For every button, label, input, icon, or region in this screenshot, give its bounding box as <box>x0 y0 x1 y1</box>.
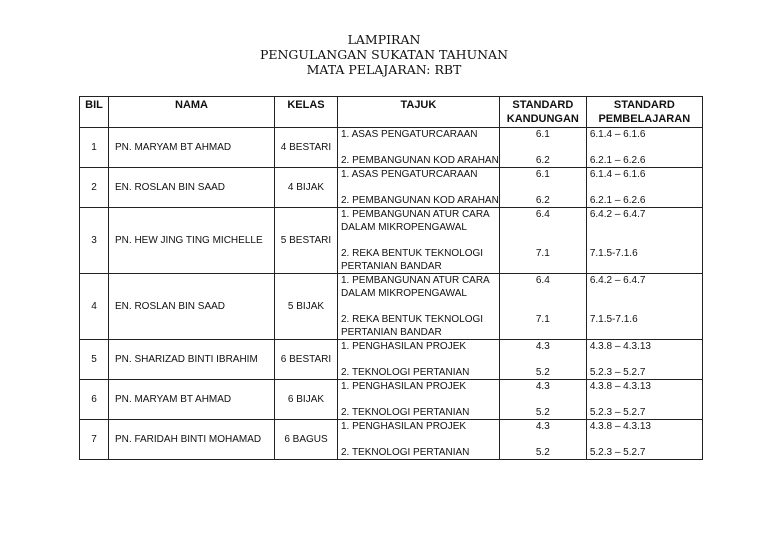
topic-line: 1. PEMBANGUNAN ATUR CARA <box>341 275 490 286</box>
topic-line <box>338 181 499 194</box>
learning-standard-line <box>587 181 702 194</box>
syllabus-table <box>79 96 703 460</box>
learning-standard-cell <box>586 380 702 420</box>
content-standard-line <box>500 141 586 154</box>
learning-standard-line: 7.1.5-7.1.6 <box>589 314 638 325</box>
table-row <box>80 340 703 380</box>
class-name: 5 BESTARI <box>275 208 338 274</box>
topic-cell <box>338 274 500 340</box>
table-row <box>80 380 703 420</box>
learning-standard-line: 6.4.2 – 6.4.7 <box>589 275 646 286</box>
topic-line <box>338 300 499 313</box>
topic-cell <box>338 128 500 168</box>
topic-line: 1. PENGHASILAN PROJEK <box>341 381 467 392</box>
content-standard-cell <box>499 208 586 274</box>
teacher-name: PN. FARIDAH BINTI MOHAMAD <box>109 420 275 460</box>
table-row <box>80 128 703 168</box>
learning-standard-line: 7.1.5-7.1.6 <box>589 248 638 259</box>
learning-standard-line: 6.2.1 – 6.2.6 <box>589 155 646 166</box>
content-standard-cell <box>499 274 586 340</box>
content-standard-line <box>500 326 586 339</box>
content-standard-line <box>500 234 586 247</box>
learning-standard-cell <box>586 168 702 208</box>
topic-line: PERTANIAN BANDAR <box>341 327 442 338</box>
row-number: 1 <box>80 128 109 168</box>
content-standard-line: 5.2 <box>535 367 550 378</box>
table-header-row <box>80 97 703 128</box>
row-number: 6 <box>80 380 109 420</box>
learning-standard-line <box>587 234 702 247</box>
column-header-bil: BIL <box>80 97 109 128</box>
document-title: LAMPIRAN <box>347 32 421 47</box>
class-name: 5 BIJAK <box>275 274 338 340</box>
learning-standard-line: 5.2.3 – 5.2.7 <box>589 367 646 378</box>
learning-standard-line: 6.2.1 – 6.2.6 <box>589 195 646 206</box>
learning-standard-line <box>587 141 702 154</box>
class-name: 6 BESTARI <box>275 340 338 380</box>
topic-line: DALAM MIKROPENGAWAL <box>341 288 467 299</box>
content-standard-line: 7.1 <box>535 314 550 325</box>
learning-standard-line: 6.4.2 – 6.4.7 <box>589 209 646 220</box>
content-standard-line <box>500 433 586 446</box>
content-standard-line: 6.2 <box>535 155 550 166</box>
class-name: 6 BAGUS <box>275 420 338 460</box>
learning-standard-line <box>587 326 702 339</box>
topic-line <box>338 234 499 247</box>
learning-standard-line <box>587 260 702 273</box>
content-standard-line: 7.1 <box>535 248 550 259</box>
content-standard-line <box>500 260 586 273</box>
learning-standard-line <box>587 353 702 366</box>
content-standard-cell <box>499 340 586 380</box>
topic-line: 2. TEKNOLOGI PERTANIAN <box>341 367 470 378</box>
topic-line <box>338 393 499 406</box>
column-header-tajuk: TAJUK <box>338 97 500 128</box>
topic-line: 1. PENGHASILAN PROJEK <box>341 421 467 432</box>
topic-line <box>338 141 499 154</box>
column-header-nama: NAMA <box>109 97 275 128</box>
learning-standard-line <box>587 393 702 406</box>
learning-standard-cell <box>586 208 702 274</box>
content-standard-line: 6.1 <box>535 129 550 140</box>
content-standard-cell <box>499 168 586 208</box>
content-standard-line: 4.3 <box>535 381 550 392</box>
teacher-name: EN. ROSLAN BIN SAAD <box>109 168 275 208</box>
learning-standard-cell <box>586 420 702 460</box>
row-number: 5 <box>80 340 109 380</box>
table-body <box>80 128 703 460</box>
content-standard-line <box>500 287 586 300</box>
topic-line: 2. TEKNOLOGI PERTANIAN <box>341 407 470 418</box>
learning-standard-line <box>587 221 702 234</box>
topic-line: 2. REKA BENTUK TEKNOLOGI <box>341 314 484 325</box>
topic-line: 1. ASAS PENGATURCARAAN <box>341 129 478 140</box>
learning-standard-line: 4.3.8 – 4.3.13 <box>589 381 651 392</box>
teacher-name: PN. SHARIZAD BINTI IBRAHIM <box>109 340 275 380</box>
topic-line: 1. PEMBANGUNAN ATUR CARA <box>341 209 490 220</box>
content-standard-line: 6.1 <box>535 169 550 180</box>
teacher-name: EN. ROSLAN BIN SAAD <box>109 274 275 340</box>
class-name: 4 BESTARI <box>275 128 338 168</box>
row-number: 7 <box>80 420 109 460</box>
topic-line <box>338 353 499 366</box>
topic-line: 2. PEMBANGUNAN KOD ARAHAN <box>341 155 499 166</box>
topic-cell <box>338 208 500 274</box>
content-standard-line <box>500 393 586 406</box>
row-number: 4 <box>80 274 109 340</box>
subject-line: MATA PELAJARAN: RBT <box>306 62 462 77</box>
content-standard-line: 6.4 <box>535 275 550 286</box>
content-standard-line: 4.3 <box>535 421 550 432</box>
learning-standard-line: 4.3.8 – 4.3.13 <box>589 421 651 432</box>
table-row <box>80 420 703 460</box>
content-standard-line: 6.4 <box>535 209 550 220</box>
row-number: 2 <box>80 168 109 208</box>
content-standard-cell <box>499 380 586 420</box>
content-standard-cell <box>499 420 586 460</box>
topic-line: 1. ASAS PENGATURCARAAN <box>341 169 478 180</box>
topic-cell <box>338 168 500 208</box>
class-name: 6 BIJAK <box>275 380 338 420</box>
topic-line: DALAM MIKROPENGAWAL <box>341 222 467 233</box>
table-row <box>80 168 703 208</box>
teacher-name: PN. HEW JING TING MICHELLE <box>109 208 275 274</box>
topic-cell <box>338 380 500 420</box>
learning-standard-line: 5.2.3 – 5.2.7 <box>589 447 646 458</box>
content-standard-line: 6.2 <box>535 195 550 206</box>
content-standard-line <box>500 221 586 234</box>
table-row <box>80 274 703 340</box>
learning-standard-line: 6.1.4 – 6.1.6 <box>589 169 646 180</box>
learning-standard-line <box>587 287 702 300</box>
learning-standard-line: 6.1.4 – 6.1.6 <box>589 129 646 140</box>
document-subtitle: PENGULANGAN SUKATAN TAHUNAN <box>259 47 509 62</box>
learning-standard-line: 4.3.8 – 4.3.13 <box>589 341 651 352</box>
learning-standard-line: 5.2.3 – 5.2.7 <box>589 407 646 418</box>
teacher-name: PN. MARYAM BT AHMAD <box>109 128 275 168</box>
learning-standard-cell <box>586 274 702 340</box>
class-name: 4 BIJAK <box>275 168 338 208</box>
topic-cell <box>338 340 500 380</box>
content-standard-cell <box>499 128 586 168</box>
content-standard-line <box>500 181 586 194</box>
content-standard-line <box>500 300 586 313</box>
learning-standard-cell <box>586 128 702 168</box>
learning-standard-line <box>587 300 702 313</box>
topic-line: PERTANIAN BANDAR <box>341 261 442 272</box>
topic-line: 2. REKA BENTUK TEKNOLOGI <box>341 248 484 259</box>
teacher-name: PN. MARYAM BT AHMAD <box>109 380 275 420</box>
learning-standard-cell <box>586 340 702 380</box>
table-row <box>80 208 703 274</box>
topic-line <box>338 433 499 446</box>
topic-line: 2. TEKNOLOGI PERTANIAN <box>341 447 470 458</box>
topic-line: 1. PENGHASILAN PROJEK <box>341 341 467 352</box>
content-standard-line: 5.2 <box>535 447 550 458</box>
topic-line: 2. PEMBANGUNAN KOD ARAHAN <box>341 195 499 206</box>
content-standard-line <box>500 353 586 366</box>
column-header-standard-kandungan: STANDARD KANDUNGAN <box>499 97 586 128</box>
topic-cell <box>338 420 500 460</box>
learning-standard-line <box>587 433 702 446</box>
content-standard-line: 5.2 <box>535 407 550 418</box>
content-standard-line: 4.3 <box>535 341 550 352</box>
column-header-kelas: KELAS <box>275 97 338 128</box>
column-header-standard-pembelajaran: STANDARD PEMBELAJARAN <box>586 97 702 128</box>
row-number: 3 <box>80 208 109 274</box>
